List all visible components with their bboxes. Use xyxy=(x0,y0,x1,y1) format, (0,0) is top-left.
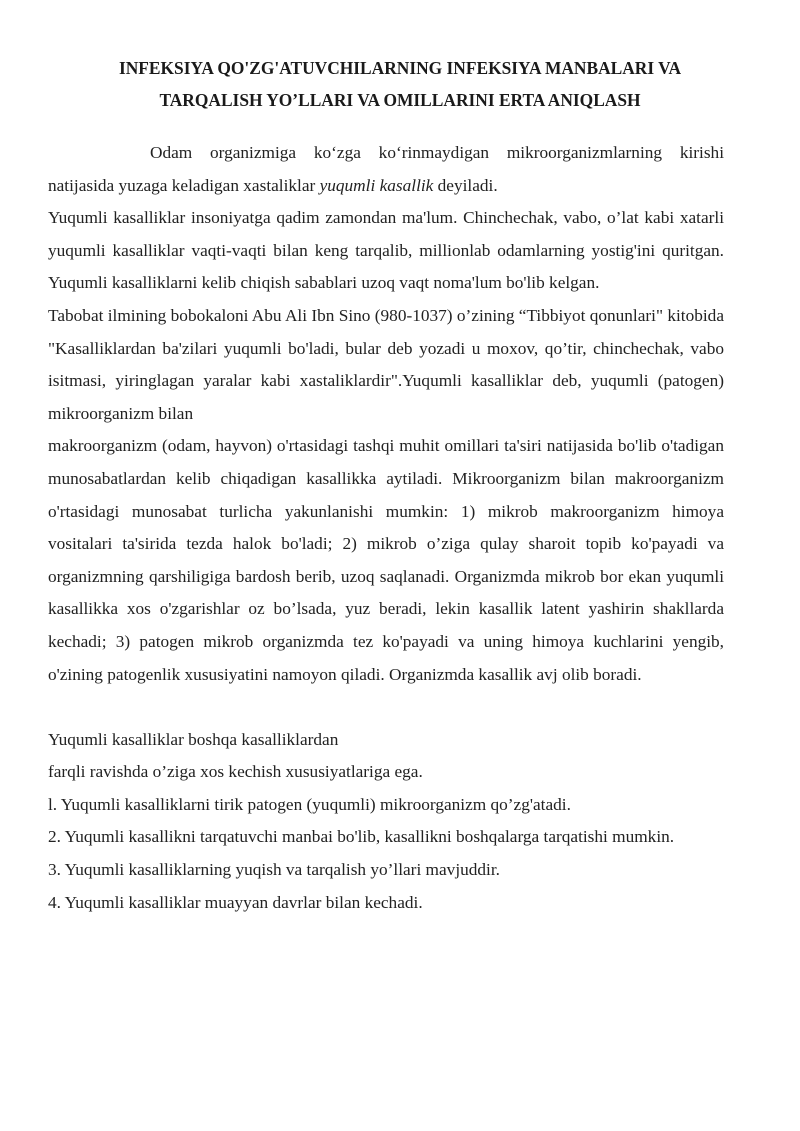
title-line-1: INFEKSIYA QO'ZG'ATUVCHILARNING INFEKSIYA MANBALARI VA xyxy=(118,58,682,78)
blank-line xyxy=(48,691,724,724)
title-line-2: TARQALISH YO’LLARI VA OMILLARINI ERTA ANIQLASH xyxy=(159,90,641,110)
list-item: 4. Yuqumli kasalliklar muayyan davrlar bilan kechadi. xyxy=(48,892,423,912)
paragraph-history: Yuqumli kasalliklar insoniyatga qadim zamondan ma'lum. Chinchechak, vabo, o’lat kabi xatarli yuqumli kasalliklar vaqti-vaqti bilan keng tarqalib, millionlab odamlarning yostig'ini quritgan. Yuqumli kasalliklarni kelib chiqish sabablari uzoq vaqt noma'lum bo'lib kelgan. xyxy=(48,208,724,293)
paragraph-intro xyxy=(48,137,724,202)
intro-text: Odam organizmiga ko‘zga ko‘rinmaydigan mikroorganizmlarning kirishi natijasida yuzaga keladigan xastaliklar xyxy=(48,143,724,195)
paragraph-macroorganism: makroorganizm (odam, hayvon) o'rtasidagi tashqi muhit omillari ta'siri natijasida bo'lib o'tadigan munosabatlardan kelib chiqadigan kasallikka aytiladi. Mikroorganizm bilan makroorganizm o'rtasidagi munosabat turlicha yakunlanishi mumkin: 1) mikrob makroorganizm himoya vositalari ta'sirida tezda halok bo'ladi; 2) mikrob o’ziga qulay sharoit topib ko'payadi va organizmning qarshiligiga bardosh berib, uzoq saqlanadi. Organizmda mikrob bor ekan yuqumli kasallikka xos o'zgarishlar oz bo’lsada, yuz beradi, lekin kasallik latent yashirin shakllarda kechadi; 3) patogen mikrob organizmda tez ko'payadi va uning himoya kuchlarini yengib, o'zining patogenlik xususiyatini namoyon qiladi. Organizmda kasallik avj olib boradi. xyxy=(48,436,724,684)
paragraph-features-line-1: Yuqumli kasalliklar boshqa kasalliklardan xyxy=(48,729,339,749)
list-item: 3. Yuqumli kasalliklarning yuqish va tarqalish yo’llari mavjuddir. xyxy=(48,860,500,880)
intro-text-end: deyiladi. xyxy=(433,175,498,195)
list-item: 2. Yuqumli kasallikni tarqatuvchi manbai bo'lib, kasallikni boshqalarga tarqatishi mumkin. xyxy=(48,827,675,847)
paragraph-features-line-2: farqli ravishda o’ziga xos kechish xususiyatlariga ega. xyxy=(48,762,423,782)
document-body xyxy=(48,137,724,919)
intro-italic-term: yuqumli kasallik xyxy=(319,175,434,195)
document-title xyxy=(48,52,724,116)
list-item: l. Yuqumli kasalliklarni tirik patogen (yuqumli) mikroorganizm qo’zg'atadi. xyxy=(48,794,571,814)
paragraph-ibn-sino: Tabobat ilmining bobokaloni Abu Ali Ibn Sino (980-1037) o’zining “Tibbiyot qonunlari" kitobida "Kasalliklardan ba'zilari yuqumli bo'ladi, bular deb yozadi u moxov, qo’tir, chinchechak, vabo isitmasi, yiringlagan yaralar kabi xastaliklardir".Yuqumli kasalliklar deb, yuqumli (patogen) mikroorganizm bilan xyxy=(48,305,724,423)
